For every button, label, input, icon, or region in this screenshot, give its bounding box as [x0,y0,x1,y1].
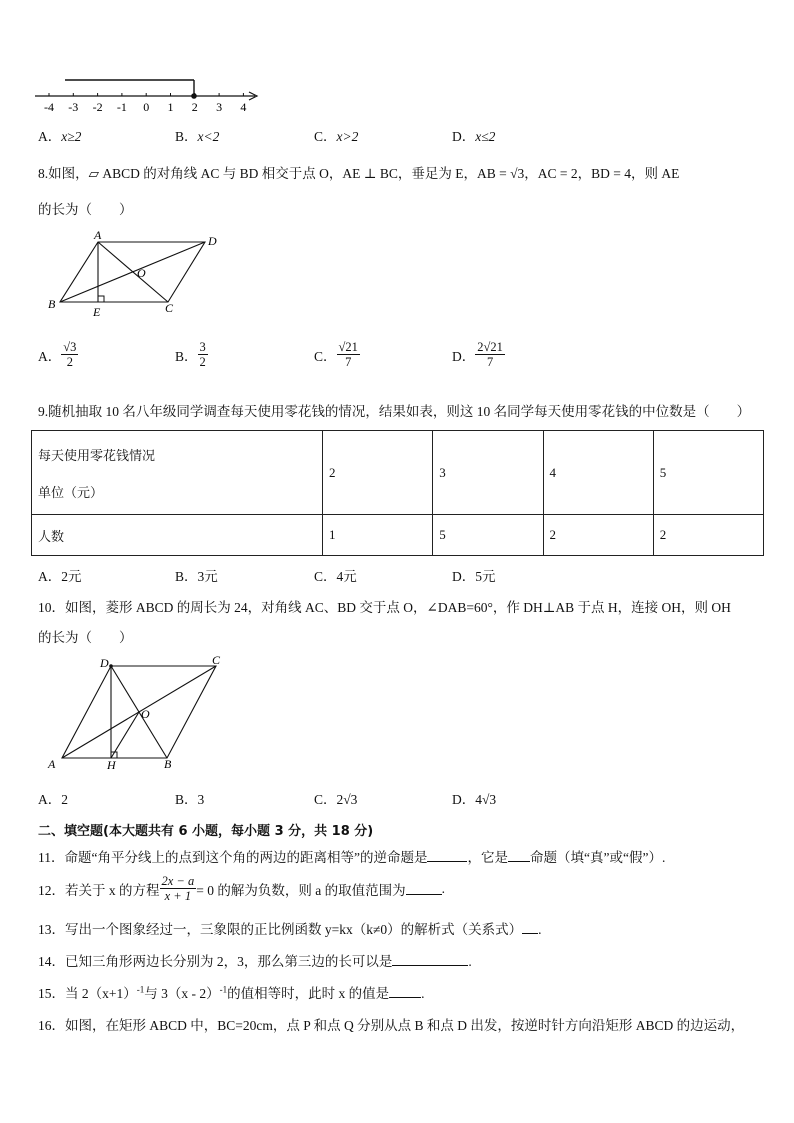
q10-stem-line1: 10．如图，菱形 ABCD 的周长为 24，对角线 AC、BD 交于点 O，∠DAB=60°，作 DH⊥AB 于点 H，连接 OH，则 OH [38,600,731,615]
number-line-tick-label: 2 [191,100,198,114]
label-a: A [94,228,102,242]
label-d: D [100,656,109,670]
q8-parallelogram-figure [40,228,240,320]
q7-option-a[interactable]: A．x≥2 [38,129,82,144]
answer-blank[interactable] [522,921,538,934]
q10-option-d[interactable]: D．4√3 [452,792,497,807]
number-line-tick-label: -2 [92,100,103,114]
table-row-label: 人数 [32,515,323,556]
number-line-tick-label: -4 [44,100,54,114]
q15: 15．当 $2(x+1)^{-1}$与 3（x - 2）$^{-1}$的值相等时，此时 x 的值是 . [38,984,425,1001]
label-c: C [212,653,221,667]
q7-option-b[interactable]: B．x<2 [175,129,220,144]
table-cell: 2 [323,431,433,515]
q9-option-b[interactable]: B．3元 [175,569,218,584]
answer-blank[interactable] [427,849,467,862]
q9-stem: 9.随机抽取 10 名八年级同学调查每天使用零花钱的情况，结果如表，则这 10 名同学每天使用零花钱的中位数是（ ） [38,404,751,419]
table-row [32,431,764,515]
label-d: D [208,234,217,248]
label-c: C [165,301,174,315]
right-angle-mark [98,296,104,302]
q7-option-d[interactable]: D．x≤2 [452,129,496,144]
table-cell: 4 [543,431,653,515]
q8-option-c[interactable]: C． $\frac{√21}{7}$ [314,340,358,370]
solid-point [191,93,197,99]
table-cell: 1 [323,515,433,556]
q9-option-c[interactable]: C．4元 [314,569,357,584]
q12: 12．若关于 x 的方程 $\frac{2x - a}{x + 1}$ = 0 的解为负数，则 a 的取值范围为 . [38,874,445,904]
q8-option-b[interactable]: B． $\frac{3}{2}$ [175,340,206,370]
q10-option-c[interactable]: C．2√3 [314,792,358,807]
number-line-tick-label: -1 [116,100,127,114]
q14: 14．已知三角形两边长分别为 2，3，那么第三边的长可以是 . [38,954,472,969]
table-cell: 5 [653,431,763,515]
section-title: 二、填空题(本大题共有 6 小题，每小题 3 分，共 18 分) [38,824,374,839]
q9-table [31,430,764,556]
table-cell: 2 [653,515,763,556]
point-d [109,664,113,668]
q9-option-a[interactable]: A．2元 [38,569,82,584]
label-b: B [164,757,172,771]
number-line [30,72,270,116]
q16: 16．如图，在矩形 ABCD 中，BC=20cm，点 P 和点 Q 分别从点 B 和点 D 出发，按逆时针方向沿矩形 ABCD 的边运动， [38,1018,745,1033]
answer-blank[interactable] [508,849,530,862]
q10-stem-line2: 的长为（ ） [38,630,133,645]
segment-oh [111,712,139,758]
q8-stem-line1: 8.如图，▱ ABCD 的对角线 AC 与 BD 相交于点 O，AE ⊥ BC，垂足为 E，AB = √3，AC = 2，BD = 4，则 AE [38,166,680,181]
q9-option-d[interactable]: D．5元 [452,569,496,584]
q7-option-c[interactable]: C．x>2 [314,129,359,144]
q8-option-a[interactable]: A． $\frac{√3}{2}$ [38,340,77,370]
label-b: B [48,297,56,311]
label-o: O [137,266,146,280]
table-cell: 5 [433,515,543,556]
table-cell: 2 [543,515,653,556]
q13: 13．写出一个图象经过一，三象限的正比例函数 y=kx（k≠0）的解析式（关系式） . [38,922,542,937]
q10-option-b[interactable]: B．3 [175,792,205,807]
q10-rhombus-figure [40,652,240,772]
label-o: O [141,707,150,721]
label-h: H [107,758,116,772]
label-e: E [93,305,101,319]
number-line-tick-label: 0 [143,100,150,114]
answer-blank[interactable] [392,953,468,966]
diagonal-bd [60,242,205,302]
q8-option-d[interactable]: D． $\frac{2√21}{7}$ [452,340,503,370]
q10-option-a[interactable]: A．2 [38,792,68,807]
number-line-tick-label: -3 [68,100,79,114]
table-row [32,515,764,556]
answer-blank[interactable] [406,882,442,895]
answer-blank[interactable] [389,985,421,998]
number-line-tick-label: 3 [216,100,223,114]
table-cell: 3 [433,431,543,515]
number-line-tick-label: 1 [167,100,174,114]
table-header-label: 每天使用零花钱情况 单位（元） [32,431,323,515]
q8-stem-line2: 的长为（ ） [38,202,133,217]
q11: 11．命题“角平分线上的点到这个角的两边的距离相等”的逆命题是 ，它是 命题（填“真”或“假”）. [38,850,666,865]
label-a: A [48,757,56,771]
number-line-tick-label: 4 [240,100,247,114]
